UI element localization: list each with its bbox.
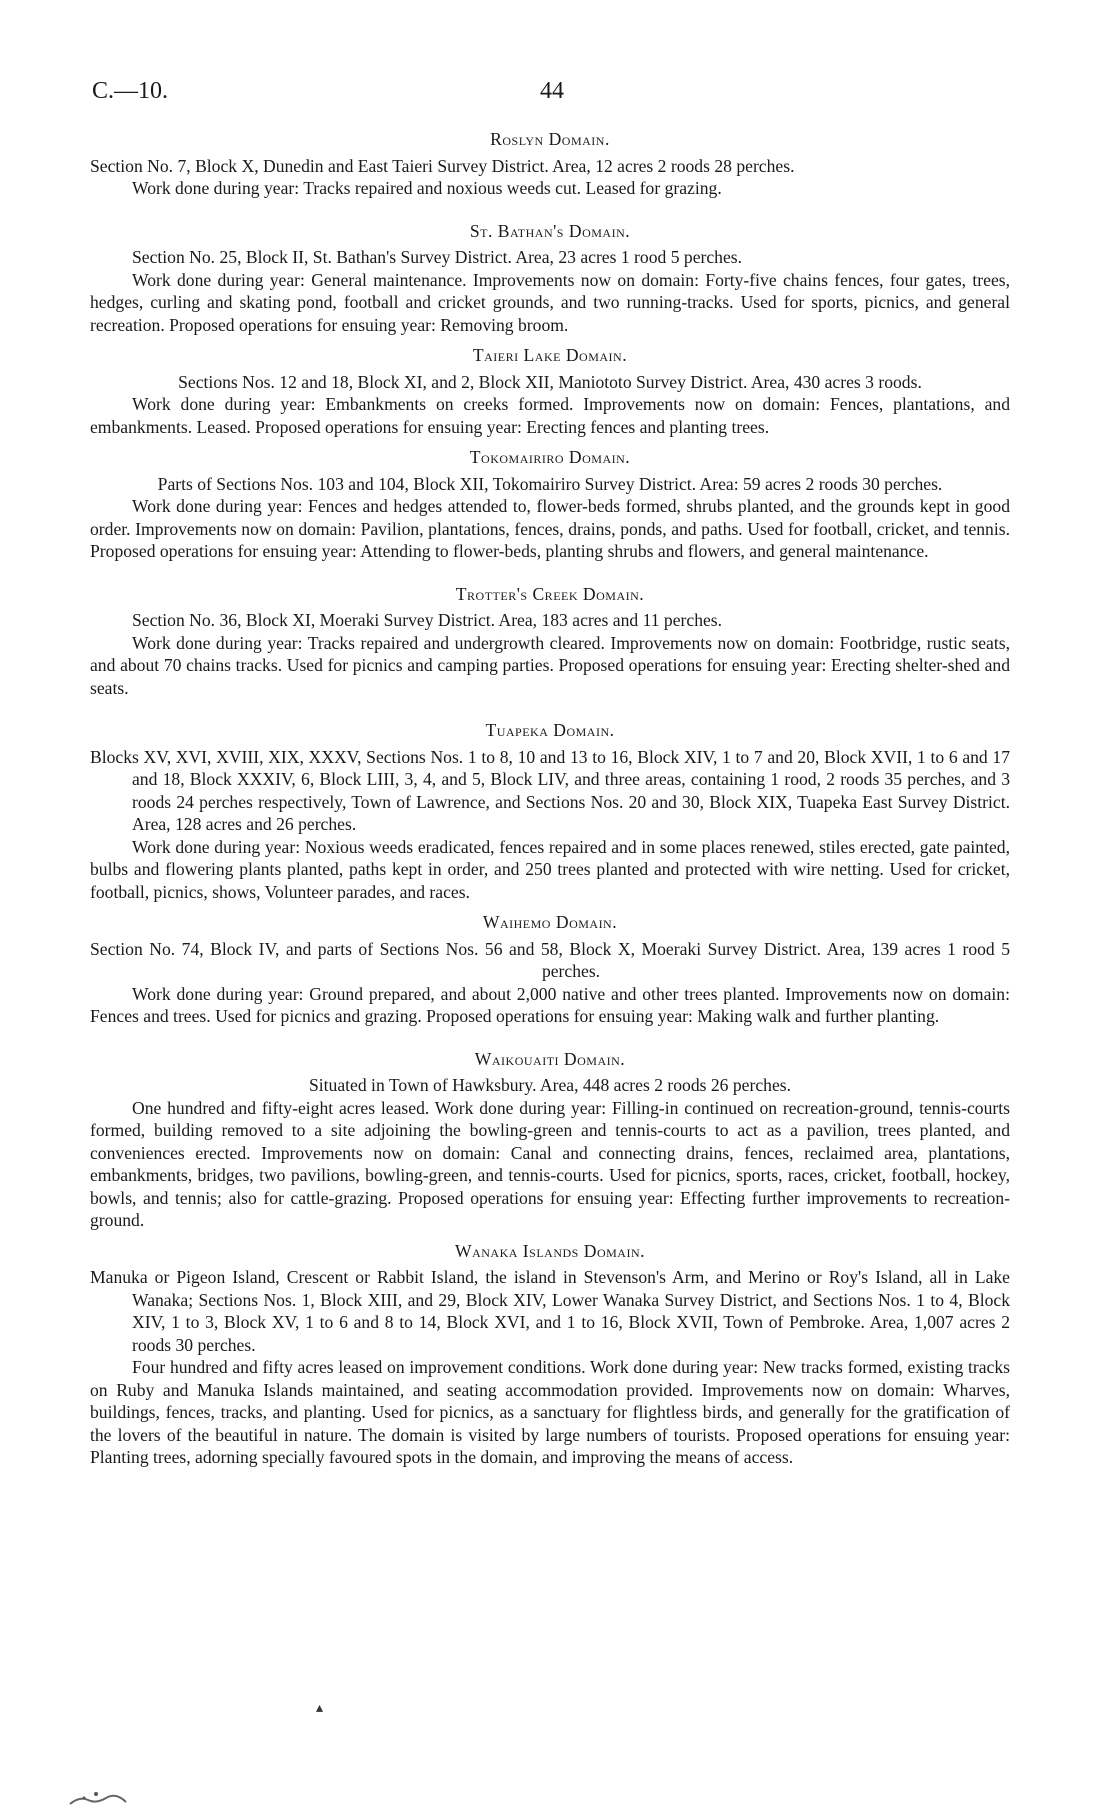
section-body: Work done during year: Embankments on creeks formed. Improvements now on domain: Fences, plantations, and embankments. Leased. Proposed operations for ensuing year: Erecting fences and planting trees. xyxy=(90,394,1010,437)
section-waihemo xyxy=(90,911,1010,1028)
section-body: Four hundred and fifty acres leased on improvement conditions. Work done during year: New tracks formed, existing tracks on Ruby and Manuka Islands maintained, and seating accommodation provided. Improvements now on domain: Wharves, buildings, fences, tracks, and planting. Used for picnics, as a sanctuary for flightless birds, and generally for the gratification of the lovers of the beautiful in nature. The domain is visited by large numbers of tourists. Proposed operations for ensuing year: Planting trees, adorning specially favoured spots in the domain, and improving the means of access. xyxy=(90,1357,1010,1467)
section-title: Taieri Lake Domain. xyxy=(472,345,628,365)
section-body: Work done during year: General maintenance. Improvements now on domain: Forty-five chains fences, four gates, trees, hedges, curling and skating pond, football and cricket grounds, and two running-tracks. Used for sports, picnics, and general recreation. Proposed operations for ensuing year: Removing broom. xyxy=(90,269,1010,335)
page-number: 44 xyxy=(540,78,564,104)
section-description: Section No. 74, Block IV, and parts of Sections Nos. 56 and 58, Block X, Moeraki Survey District. Area, 139 acres 1 rood 5 perches. xyxy=(90,938,1010,981)
section-body: Work done during year: Tracks repaired and noxious weeds cut. Leased for grazing. xyxy=(132,178,722,198)
section-st-bathans xyxy=(90,220,1010,337)
section-title: Trotter's Creek Domain. xyxy=(455,583,645,604)
section-body: Work done during year: Fences and hedges attended to, flower-beds formed, shrubs planted, and the grounds kept in good order. Improvements now on domain: Pavilion, plantations, fences, drains, ponds, and paths. Used for football, cricket, and tennis. Proposed operations for ensuing year: Attending to flower-beds, planting shrubs and flowers, and general maintenance. xyxy=(90,496,1010,561)
page-header xyxy=(92,78,1052,110)
section-body: Work done during year: Ground prepared, and about 2,000 native and other trees planted. Improvements now on domain: Fences and trees. Used for picnics and grazing. Proposed operations for ensuing year: Making walk and further planting. xyxy=(90,983,1010,1026)
section-trotters-creek xyxy=(90,583,1010,700)
section-body: Work done during year: Noxious weeds eradicated, fences repaired and in some places renewed, stiles erected, gate painted, bulbs and flowering plants planted, paths kept in order, and 250 trees planted and protected with wire netting. Used for cricket, football, picnics, shows, Volunteer parades, and races. xyxy=(90,836,1010,902)
section-title: Wanaka Islands Domain. xyxy=(454,1240,646,1261)
section-description: Blocks XV, XVI, XVIII, XIX, XXXV, Sections Nos. 1 to 8, 10 and 13 to 16, Block XIV, 1 to 7 and 20, Block XVII, 1 to 6 and 17 and 18, Block XXXIV, 6, Block LIII, 3, 4, and 5, Block LIV, and three areas, containing 1 rood, 2 roods 35 perches, and 3 roods 24 perches respectively, Town of Lawrence, and Sections Nos. 20 and 30, Block XIX, Tuapeka East Survey District. Area, 128 acres and 26 perches. xyxy=(90,746,1010,834)
section-title: Roslyn Domain. xyxy=(490,129,610,149)
section-title: Waikouaiti Domain. xyxy=(474,1048,626,1069)
report-reference: C.—10. xyxy=(92,78,169,104)
section-tokomairiro xyxy=(90,446,1010,563)
section-description: Section No. 7, Block X, Dunedin and East Taieri Survey District. Area, 12 acres 2 roods 28 perches. xyxy=(90,155,795,176)
section-taieri-lake xyxy=(90,344,1010,438)
section-wanaka-islands xyxy=(90,1240,1010,1469)
section-title: St. Bathan's Domain. xyxy=(469,220,631,241)
section-title: Tuapeka Domain. xyxy=(485,720,615,740)
section-title: Tokomairiro Domain. xyxy=(469,447,631,467)
section-description: Manuka or Pigeon Island, Crescent or Rabbit Island, the island in Stevenson's Arm, and Merino or Roy's Island, all in Lake Wanaka; Sections Nos. 1, Block XIII, and 29, Block XIV, Lower Wanaka Survey District, and Sections Nos. 1 to 4, Block XIV, 1 to 3, Block XV, 1 to 6 and 8 to 14, Block XVI, and 1 to 16, Block XVII, Town of Pembroke. Area, 1,007 acres 2 roods 30 perches. xyxy=(90,1267,1010,1355)
scan-smudge xyxy=(66,1786,136,1808)
section-title: Waihemo Domain. xyxy=(482,912,618,932)
section-description: Section No. 36, Block XI, Moeraki Survey District. Area, 183 acres and 11 perches. xyxy=(132,610,723,630)
section-tuapeka xyxy=(90,719,1010,903)
section-description: Situated in Town of Hawksbury. Area, 448 acres 2 roods 26 perches. xyxy=(309,1075,791,1095)
section-waikouaiti xyxy=(90,1048,1010,1232)
section-body: Work done during year: Tracks repaired and undergrowth cleared. Improvements now on domain: Footbridge, rustic seats, and about 70 chains tracks. Used for picnics and camping parties. Proposed operations for ensuing year: Erecting shelter-shed and seats. xyxy=(90,632,1010,698)
section-roslyn xyxy=(90,128,1010,200)
ink-mark: ▴ xyxy=(316,1701,324,1716)
section-body: One hundred and fifty-eight acres leased. Work done during year: Filling-in continued on recreation-ground, tennis-courts formed, building removed to a site adjoining the bowling-green and tennis-courts to act as a pavilion, trees planted, and conveniences erected. Improvements now on domain: Canal and connecting drains, fences, reclaimed area, plantations, embankments, bridges, two pavilions, bowling-green, and tennis-courts. Used for picnics, sports, races, cricket, football, hockey, bowls, and tennis; also for cattle-grazing. Proposed operations for ensuing year: Effecting further improvements to recreation-ground. xyxy=(90,1097,1010,1230)
section-description: Section No. 25, Block II, St. Bathan's Survey District. Area, 23 acres 1 rood 5 perches. xyxy=(132,247,743,267)
page-body xyxy=(90,126,1010,1469)
section-description: Parts of Sections Nos. 103 and 104, Block XII, Tokomairiro Survey District. Area: 59 acres 2 roods 30 perches. xyxy=(157,473,943,494)
section-description: Sections Nos. 12 and 18, Block XI, and 2, Block XII, Maniototo Survey District. Area, 430 acres 3 roods. xyxy=(178,371,922,392)
